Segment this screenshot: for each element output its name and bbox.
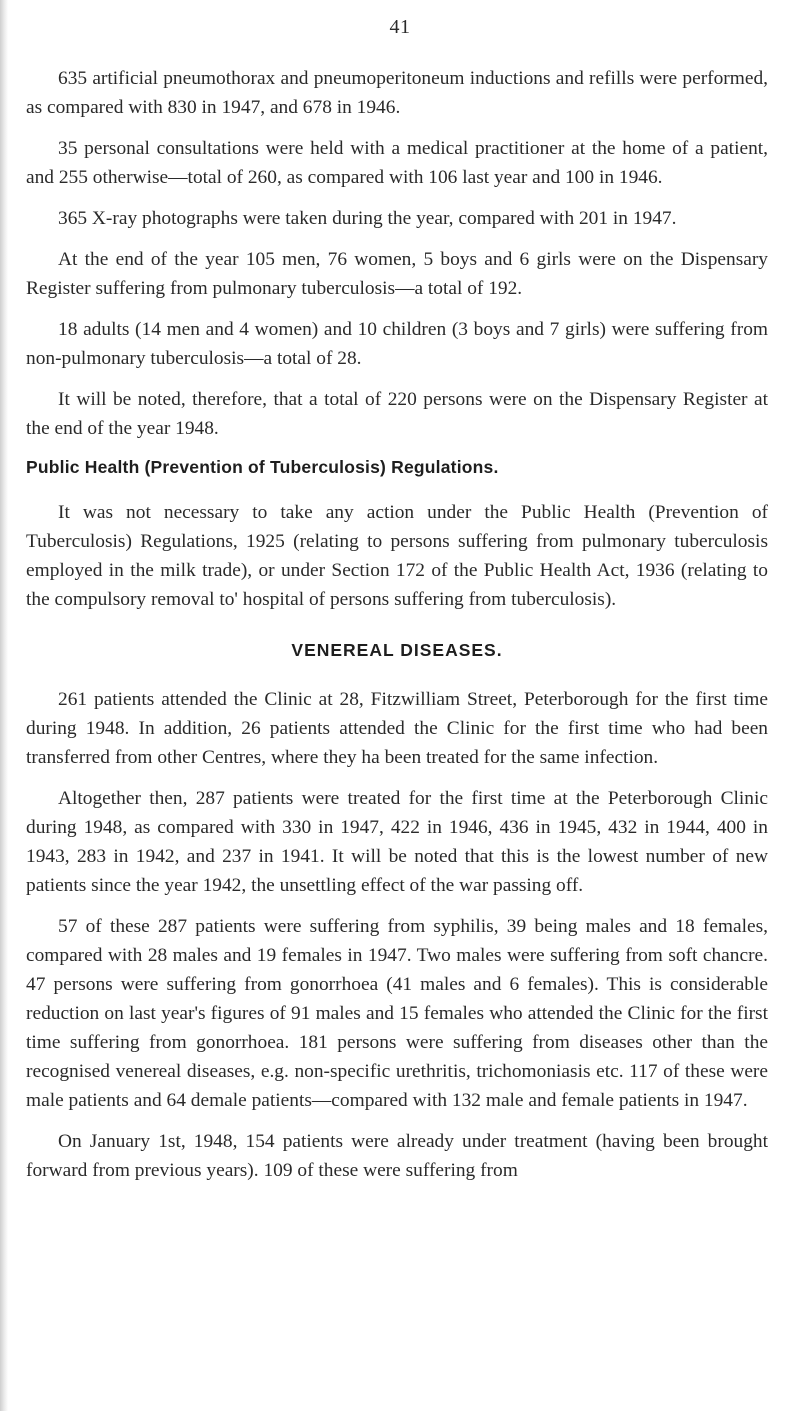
paragraph-public-health: It was not necessary to take any action under the Public Health (Prevention of Tuberculosis) Regulations, 1925 (relating to persons suffering from pulmonary tuberculosis employed in the milk trade), or under Section 172 of the Public Health Act, 1936 (relating to the compulsory removal to' hospital of persons suffering from tuberculosis). <box>26 502 768 610</box>
page-body <box>26 64 768 1197</box>
paragraph-under-treatment: On January 1st, 1948, 154 patients were already under treatment (having been brought forward from previous years). 109 of these were suffering from <box>26 1131 768 1181</box>
paragraph-clinic-attendance: 261 patients attended the Clinic at 28, Fitzwilliam Street, Peterborough for the first time during 1948. In addition, 26 patients attended the Clinic for the first time who had been transferred from other Centres, where they ha been treated for the same infection. <box>26 689 768 768</box>
heading-venereal-diseases: VENEREAL DISEASES. <box>291 640 503 660</box>
paragraph-pulmonary-register: At the end of the year 105 men, 76 women, 5 boys and 6 girls were on the Dispensary Register suffering from pulmonary tuberculosis—a total of 192. <box>26 249 768 299</box>
page-number: 41 <box>389 16 411 38</box>
paragraph-consultations: 35 personal consultations were held with a medical practitioner at the home of a patient, and 255 otherwise—total of 260, as compared with 106 last year and 100 in 1946. <box>26 138 768 188</box>
heading-public-health-regulations: Public Health (Prevention of Tuberculosis) Regulations. <box>26 457 499 477</box>
paragraph-first-time-patients: Altogether then, 287 patients were treated for the first time at the Peterborough Clinic during 1948, as compared with 330 in 1947, 422 in 1946, 436 in 1945, 432 in 1944, 400 in 1943, 283 in 1942, and 237 in 1941. It will be noted that this is the lowest number of new patients since the year 1942, the unsettling effect of the war passing off. <box>26 788 768 896</box>
paragraph-pneumothorax: 635 artificial pneumothorax and pneumoperitoneum inductions and refills were performed, as compared with 830 in 1947, and 678 in 1946. <box>26 68 768 118</box>
paragraph-non-pulmonary: 18 adults (14 men and 4 women) and 10 children (3 boys and 7 girls) were suffering from non-pulmonary tuberculosis—a total of 28. <box>26 319 768 369</box>
paragraph-register-total: It will be noted, therefore, that a total of 220 persons were on the Dispensary Register at the end of the year 1948. <box>26 389 768 439</box>
binding-edge-shadow <box>0 0 8 1411</box>
paragraph-xray: 365 X-ray photographs were taken during the year, compared with 201 in 1947. <box>58 208 677 229</box>
paragraph-diagnoses: 57 of these 287 patients were suffering from syphilis, 39 being males and 18 females, compared with 28 males and 19 females in 1947. Two males were suffering from soft chancre. 47 persons were suffering from gonorrhoea (41 males and 6 females). This is considerable reduction on last year's figures of 91 males and 15 females who attended the Clinic for the first time suffering from gonorrhoea. 181 persons were suffering from diseases other than the recognised venereal diseases, e.g. non-specific urethritis, trichomoniasis etc. 117 of these were male patients and 64 demale patients—compared with 132 male and female patients in 1947. <box>26 916 768 1111</box>
